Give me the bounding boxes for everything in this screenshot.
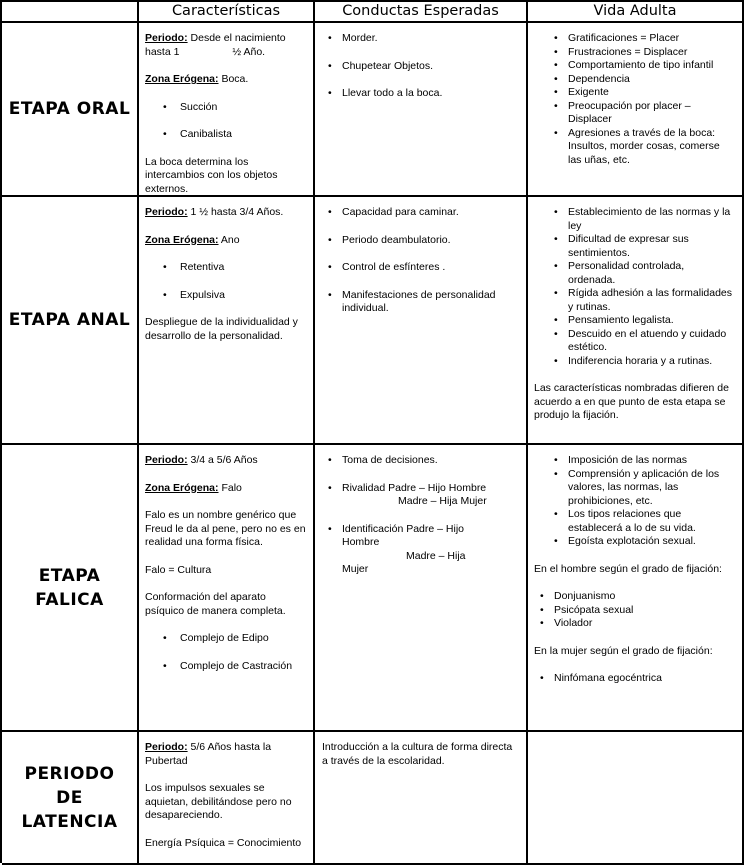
falica-hombre-intro: En el hombre según el grado de fijación: bbox=[534, 562, 722, 575]
list-item: • Personalidad controlada, ordenada. bbox=[568, 260, 734, 287]
latencia-conductas bbox=[315, 732, 528, 865]
stage-latencia-line2: DE bbox=[56, 787, 83, 808]
list-item: • Psicópata sexual bbox=[554, 604, 734, 618]
list-item: • Dificultad de expresar sus sentimientos. bbox=[568, 233, 734, 260]
anal-zona bbox=[145, 234, 307, 248]
anal-periodo bbox=[145, 206, 307, 220]
list-item: • Chupetear Objetos. bbox=[342, 60, 520, 74]
list-item: • Comprensión y aplicación de los valores, las normas, las prohibiciones, etc. bbox=[568, 468, 734, 509]
falica-conducta2-line1: • Rivalidad Padre – Hijo Hombre bbox=[342, 481, 487, 494]
list-item: • Manifestaciones de personalidad individual. bbox=[342, 289, 520, 316]
anal-nota: Despliegue de la individualidad y desarrollo de la personalidad. bbox=[145, 316, 298, 342]
falica-conductas bbox=[315, 445, 528, 732]
stage-latencia-line3: LATENCIA bbox=[21, 811, 118, 832]
stage-oral-label bbox=[2, 23, 139, 197]
falica-zona-text: Falo bbox=[221, 481, 242, 494]
falica-vida-list bbox=[534, 454, 734, 549]
oral-vida-list bbox=[534, 32, 734, 167]
oral-nota: La boca determina los intercambios con los objetos externos. bbox=[145, 155, 278, 195]
list-item: • Rígida adhesión a las formalidades y rutinas. bbox=[568, 287, 734, 314]
stage-latencia-line1: PERIODO bbox=[24, 763, 115, 784]
list-item: • Periodo deambulatorio. bbox=[342, 234, 520, 248]
list-item: • Descuido en el atuendo y cuidado estético. bbox=[568, 328, 734, 355]
oral-conductas bbox=[315, 23, 528, 197]
oral-caracteristicas bbox=[139, 23, 315, 197]
stage-oral-title: ETAPA ORAL bbox=[8, 99, 131, 119]
falica-items-list bbox=[145, 632, 307, 673]
list-item: • Violador bbox=[554, 617, 734, 631]
anal-zona-list bbox=[145, 261, 307, 302]
falica-conductas-list bbox=[322, 454, 520, 577]
list-item: • Gratificaciones = Placer bbox=[568, 32, 734, 46]
latencia-conducta: Introducción a la cultura de forma directa a través de la escolaridad. bbox=[322, 741, 513, 767]
stage-anal-title: ETAPA ANAL bbox=[8, 310, 131, 330]
oral-zona-text: Boca. bbox=[221, 73, 249, 85]
falica-conducta2-line2: Madre – Hija Mujer bbox=[398, 495, 487, 507]
list-item: • Llevar todo a la boca. bbox=[342, 87, 520, 101]
header-conductas: Conductas Esperadas bbox=[315, 2, 528, 23]
list-item: • Expulsiva bbox=[180, 289, 307, 303]
falica-vida-adulta bbox=[528, 445, 744, 732]
list-item: • Canibalista bbox=[180, 128, 307, 142]
list-item: • Dependencia bbox=[568, 73, 734, 87]
falica-conducta3-line4: Mujer bbox=[342, 563, 369, 575]
stage-falica-line1: ETAPA bbox=[38, 565, 101, 586]
stage-falica-line2: FALICA bbox=[35, 589, 104, 610]
list-item bbox=[342, 482, 520, 509]
anal-caracteristicas bbox=[139, 197, 315, 445]
list-item: • Toma de decisiones. bbox=[342, 454, 520, 468]
anal-zona-label: Zona Erógena: bbox=[145, 233, 219, 246]
list-item: • Imposición de las normas bbox=[568, 454, 734, 468]
list-item: • Preocupación por placer – Displacer bbox=[568, 100, 734, 127]
list-item bbox=[342, 523, 520, 577]
list-item: • Exigente bbox=[568, 86, 734, 100]
falica-zona bbox=[145, 482, 307, 496]
list-item: • Egoísta explotación sexual. bbox=[568, 535, 734, 549]
list-item: • Establecimiento de las normas y la ley bbox=[568, 206, 734, 233]
falica-conducta3-line2: Hombre bbox=[342, 536, 380, 548]
list-item: • Succión bbox=[180, 101, 307, 115]
header-caracteristicas: Características bbox=[139, 2, 315, 23]
falica-periodo-text: 3/4 a 5/6 Años bbox=[190, 454, 258, 466]
falica-nota3: Conformación del aparato psíquico de manera completa. bbox=[145, 591, 286, 617]
falica-caracteristicas bbox=[139, 445, 315, 732]
latencia-periodo bbox=[145, 741, 307, 768]
stage-falica-label bbox=[2, 445, 139, 732]
anal-periodo-text: 1 ½ hasta 3/4 Años. bbox=[190, 206, 284, 218]
list-item: • Agresiones a través de la boca: Insultos, morder cosas, comerse las uñas, etc. bbox=[568, 127, 734, 168]
list-item: • Comportamiento de tipo infantil bbox=[568, 59, 734, 73]
anal-vida-adulta bbox=[528, 197, 744, 445]
header-empty bbox=[2, 2, 139, 23]
latencia-nota1: Los impulsos sexuales se aquietan, debilitándose pero no desapareciendo. bbox=[145, 782, 292, 821]
oral-periodo bbox=[145, 32, 307, 59]
oral-periodo-text: Desde el nacimiento hasta 1 bbox=[145, 32, 286, 58]
falica-hombre-list bbox=[534, 590, 734, 631]
oral-conductas-list bbox=[322, 32, 520, 101]
oral-vida-adulta bbox=[528, 23, 744, 197]
list-item: • Frustraciones = Displacer bbox=[568, 46, 734, 60]
stage-anal-label bbox=[2, 197, 139, 445]
falica-nota1: Falo es un nombre genérico que Freud le da al pene, pero no es en realidad una forma física. bbox=[145, 509, 306, 548]
list-item: • Los tipos relaciones que establecerá a lo de su vida. bbox=[568, 508, 734, 535]
list-item: • Retentiva bbox=[180, 261, 307, 275]
anal-vida-list bbox=[534, 206, 734, 368]
anal-vida-nota: Las características nombradas difieren de acuerdo a en que punto de esta etapa se produjo la fijación. bbox=[534, 382, 729, 421]
latencia-nota2: Energía Psíquica = Conocimiento bbox=[145, 836, 302, 849]
oral-zona-list bbox=[145, 101, 307, 142]
oral-periodo-tail: ½ Año. bbox=[232, 45, 266, 58]
falica-mujer-list bbox=[534, 672, 734, 686]
oral-periodo-label: Periodo: bbox=[145, 32, 188, 44]
falica-conducta3-line1: • Identificación Padre – Hijo bbox=[342, 522, 464, 535]
falica-periodo-label: Periodo: bbox=[145, 454, 188, 466]
anal-conductas bbox=[315, 197, 528, 445]
anal-zona-text: Ano bbox=[220, 233, 240, 246]
falica-periodo bbox=[145, 454, 307, 468]
list-item: • Control de esfínteres . bbox=[342, 261, 520, 275]
latencia-caracteristicas bbox=[139, 732, 315, 865]
falica-mujer-intro: En la mujer según el grado de fijación: bbox=[534, 644, 713, 657]
list-item: • Capacidad para caminar. bbox=[342, 206, 520, 220]
list-item: • Morder. bbox=[342, 32, 520, 46]
latencia-periodo-text: 5/6 Años hasta la Pubertad bbox=[145, 741, 272, 767]
list-item: • Complejo de Castración bbox=[180, 660, 307, 674]
falica-zona-label: Zona Erógena: bbox=[145, 481, 219, 494]
latencia-periodo-label: Periodo: bbox=[145, 741, 188, 753]
list-item: • Complejo de Edipo bbox=[180, 632, 307, 646]
list-item: • Pensamiento legalista. bbox=[568, 314, 734, 328]
list-item: • Donjuanismo bbox=[554, 590, 734, 604]
list-item: • Indiferencia horaria y a rutinas. bbox=[568, 355, 734, 369]
oral-zona bbox=[145, 73, 307, 87]
stage-latencia-label bbox=[2, 732, 139, 865]
falica-conducta3-line3: Madre – Hija bbox=[406, 549, 466, 562]
header-vida-adulta: Vida Adulta bbox=[528, 2, 744, 23]
falica-nota2: Falo = Cultura bbox=[145, 563, 212, 576]
anal-periodo-label: Periodo: bbox=[145, 206, 188, 218]
latencia-vida-adulta bbox=[528, 732, 744, 865]
list-item: • Ninfómana egocéntrica bbox=[554, 672, 734, 686]
oral-zona-label: Zona Erógena: bbox=[145, 73, 219, 85]
anal-conductas-list bbox=[322, 206, 520, 316]
